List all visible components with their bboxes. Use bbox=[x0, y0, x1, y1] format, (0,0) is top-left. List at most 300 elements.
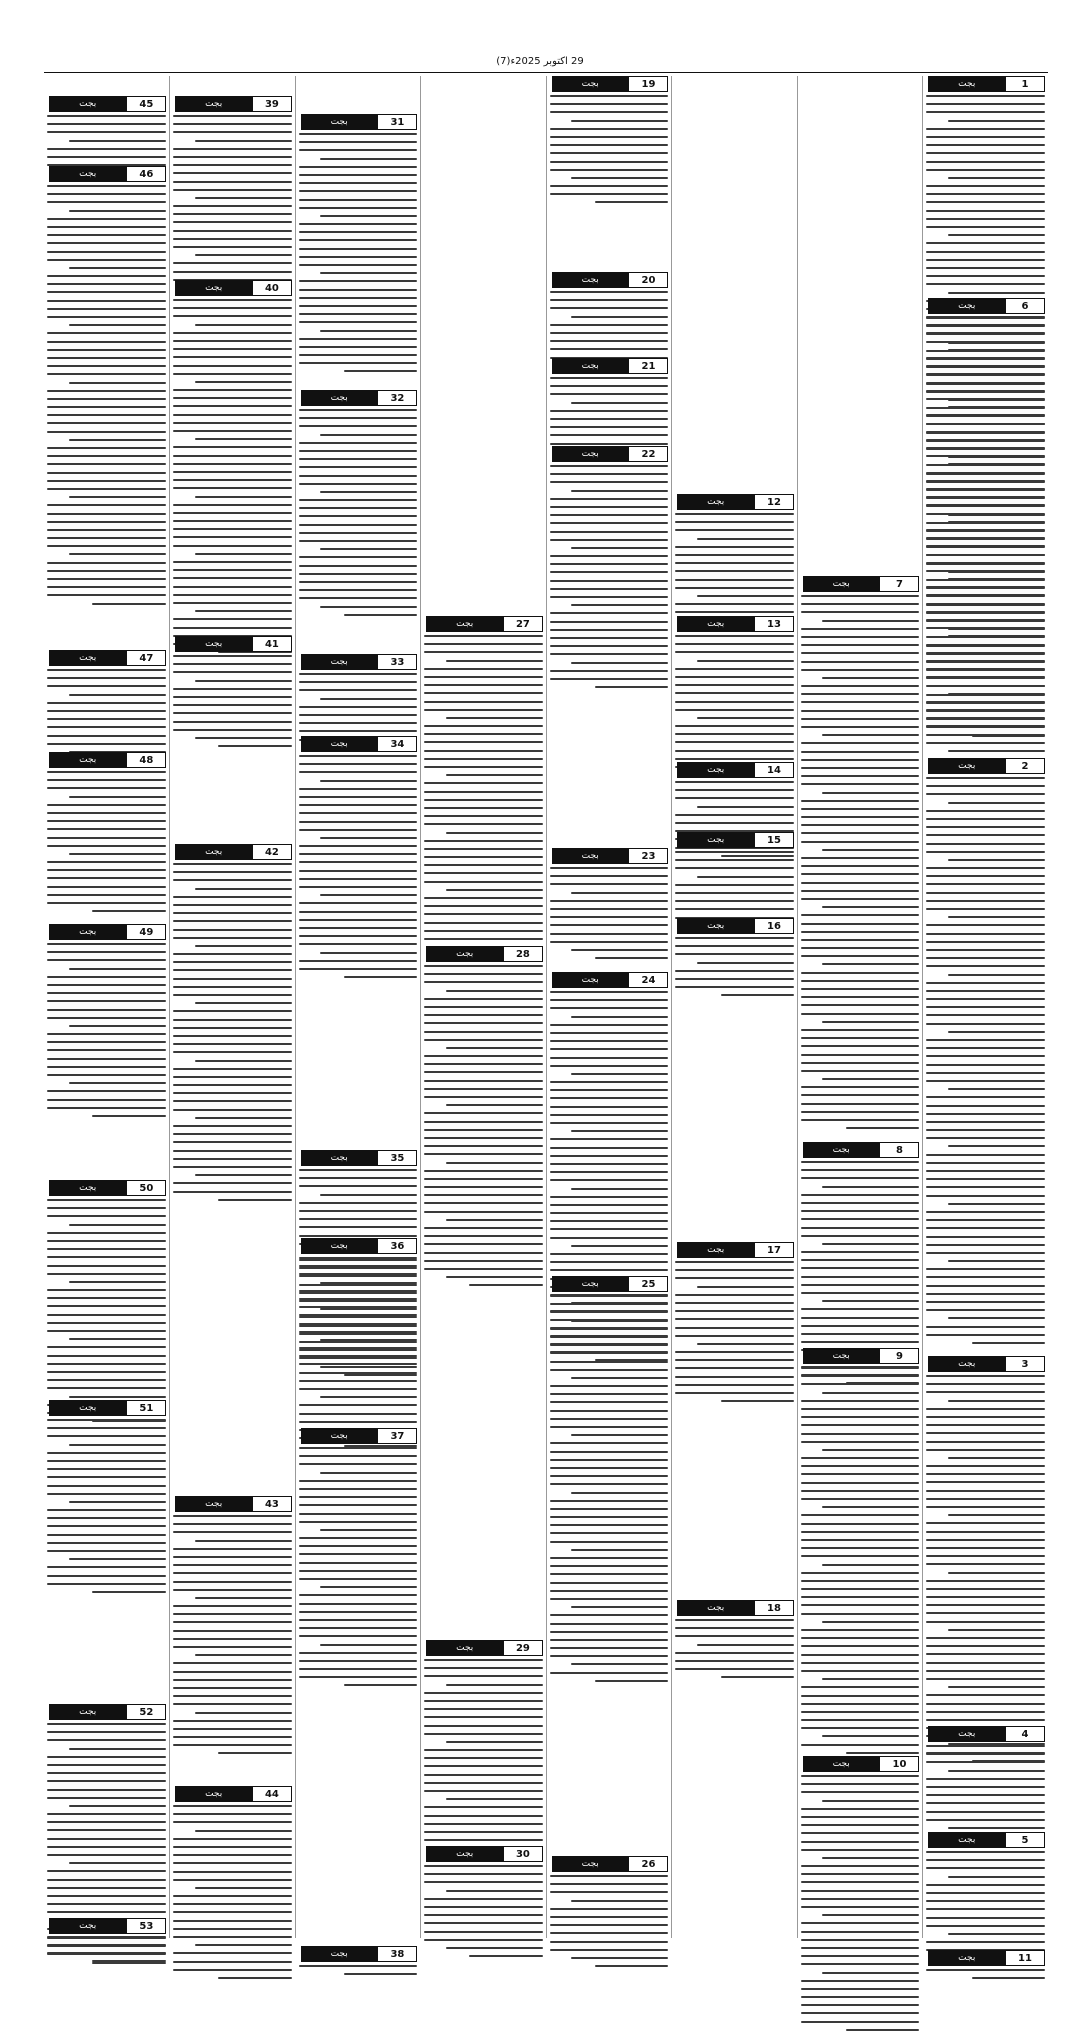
text-line bbox=[424, 1675, 543, 1677]
text-line bbox=[926, 218, 1045, 220]
text-line bbox=[948, 1770, 1045, 1772]
notice-header bbox=[801, 576, 920, 592]
text-line bbox=[550, 1467, 669, 1469]
text-line bbox=[550, 1228, 669, 1230]
text-line bbox=[173, 221, 292, 223]
notice-number: 18 bbox=[754, 1600, 794, 1616]
text-line bbox=[173, 1821, 292, 1823]
text-line bbox=[801, 972, 920, 974]
text-line bbox=[675, 643, 794, 645]
text-line bbox=[47, 1419, 166, 1421]
text-line bbox=[299, 1413, 418, 1415]
column-4 bbox=[546, 76, 672, 1938]
text-line bbox=[550, 555, 669, 557]
notice-number: 40 bbox=[252, 280, 292, 296]
text-line bbox=[424, 1790, 543, 1792]
text-line bbox=[424, 1733, 543, 1735]
notice-number: 50 bbox=[126, 1180, 166, 1196]
text-line bbox=[299, 556, 418, 558]
text-line bbox=[47, 1583, 166, 1585]
text-line bbox=[926, 1694, 1045, 1696]
text-line bbox=[697, 538, 794, 540]
notice-number: 12 bbox=[754, 494, 794, 510]
text-line bbox=[195, 496, 292, 498]
text-line bbox=[47, 1305, 166, 1307]
text-line bbox=[173, 340, 292, 342]
text-line bbox=[47, 735, 166, 737]
notice-body bbox=[801, 595, 920, 1129]
text-line bbox=[675, 635, 794, 637]
text-line bbox=[424, 1873, 543, 1875]
notice-entry bbox=[675, 1600, 794, 1685]
text-line bbox=[926, 432, 1045, 434]
text-line bbox=[801, 652, 920, 654]
text-line bbox=[173, 271, 292, 273]
text-line bbox=[320, 1282, 417, 1284]
text-line bbox=[47, 275, 166, 277]
notice-number: 28 bbox=[503, 946, 543, 962]
text-line bbox=[550, 324, 669, 326]
text-line bbox=[675, 814, 794, 816]
text-line bbox=[424, 791, 543, 793]
text-line bbox=[926, 1941, 1045, 1943]
text-line bbox=[47, 193, 166, 195]
text-line bbox=[675, 851, 794, 853]
text-line bbox=[926, 1006, 1045, 1008]
text-line bbox=[801, 1308, 920, 1310]
text-line bbox=[47, 685, 166, 687]
text-line bbox=[550, 185, 669, 187]
text-line bbox=[675, 1302, 794, 1304]
text-line bbox=[69, 1444, 167, 1446]
text-line bbox=[173, 397, 292, 399]
notice-number: 46 bbox=[126, 166, 166, 182]
notice-header bbox=[926, 1950, 1045, 1966]
text-line bbox=[675, 892, 794, 894]
text-line bbox=[822, 1078, 919, 1080]
notice-body bbox=[47, 669, 166, 761]
text-line bbox=[801, 1161, 920, 1163]
text-line bbox=[550, 161, 669, 163]
text-line bbox=[173, 1728, 292, 1730]
text-line bbox=[299, 796, 418, 798]
text-line bbox=[550, 571, 669, 573]
text-line bbox=[446, 1047, 543, 1049]
top-rule bbox=[44, 72, 1048, 73]
notice-label: بجت bbox=[426, 1846, 503, 1862]
text-line bbox=[299, 763, 418, 765]
text-line bbox=[47, 718, 166, 720]
text-line bbox=[801, 1637, 920, 1639]
text-line bbox=[47, 316, 166, 318]
text-line bbox=[801, 1424, 920, 1426]
text-line bbox=[173, 389, 292, 391]
text-line bbox=[47, 1346, 166, 1348]
text-line bbox=[424, 872, 543, 874]
text-line bbox=[926, 965, 1045, 967]
text-line bbox=[801, 1996, 920, 1998]
text-line bbox=[926, 1465, 1045, 1467]
text-line bbox=[550, 645, 669, 647]
text-line bbox=[926, 1786, 1045, 1788]
text-line bbox=[69, 1025, 167, 1027]
text-line bbox=[926, 933, 1045, 935]
text-line bbox=[173, 189, 292, 191]
notice-entry bbox=[299, 1428, 418, 1693]
text-line bbox=[47, 185, 166, 187]
text-line bbox=[675, 1660, 794, 1662]
text-line bbox=[801, 873, 920, 875]
text-line bbox=[47, 578, 166, 580]
text-line bbox=[550, 514, 669, 516]
text-line bbox=[47, 349, 166, 351]
text-line bbox=[47, 1517, 166, 1519]
text-line bbox=[801, 1210, 920, 1212]
text-line bbox=[47, 1058, 166, 1060]
text-line bbox=[822, 1857, 919, 1859]
notice-label: بجت bbox=[928, 76, 1005, 92]
text-line bbox=[424, 1692, 543, 1694]
text-line bbox=[801, 1980, 920, 1982]
text-line bbox=[299, 821, 418, 823]
text-line bbox=[801, 865, 920, 867]
text-line bbox=[801, 644, 920, 646]
text-line bbox=[550, 1040, 669, 1042]
text-line bbox=[550, 1097, 669, 1099]
text-line bbox=[926, 1309, 1045, 1311]
text-line bbox=[47, 1566, 166, 1568]
text-line bbox=[926, 1761, 1045, 1763]
notice-header bbox=[47, 924, 166, 940]
text-line bbox=[47, 521, 166, 523]
text-line bbox=[92, 603, 166, 605]
text-line bbox=[675, 513, 794, 515]
text-line bbox=[173, 729, 292, 731]
text-line bbox=[173, 405, 292, 407]
text-line bbox=[801, 693, 920, 695]
text-line bbox=[299, 853, 418, 855]
text-line bbox=[47, 1945, 166, 1947]
text-line bbox=[550, 1590, 669, 1592]
notice-entry bbox=[550, 358, 669, 459]
text-line bbox=[550, 1475, 669, 1477]
text-line bbox=[801, 1744, 920, 1746]
notice-body bbox=[299, 755, 418, 978]
text-line bbox=[550, 434, 669, 436]
text-line bbox=[92, 1591, 166, 1593]
text-line bbox=[801, 816, 920, 818]
text-line bbox=[675, 1376, 794, 1378]
text-line bbox=[926, 1670, 1045, 1672]
text-line bbox=[846, 1127, 919, 1129]
text-line bbox=[47, 1090, 166, 1092]
text-line bbox=[926, 834, 1045, 836]
text-line bbox=[173, 471, 292, 473]
text-line bbox=[550, 1295, 669, 1297]
text-line bbox=[926, 1653, 1045, 1655]
text-line bbox=[972, 735, 1045, 737]
notice-number: 42 bbox=[252, 844, 292, 860]
text-line bbox=[675, 758, 794, 760]
notice-entry bbox=[801, 1348, 920, 1760]
text-line bbox=[299, 1380, 418, 1382]
text-line bbox=[173, 594, 292, 596]
notice-header bbox=[675, 494, 794, 510]
text-line bbox=[948, 1400, 1045, 1402]
text-line bbox=[801, 1416, 920, 1418]
text-line bbox=[173, 1523, 292, 1525]
text-line bbox=[926, 949, 1045, 951]
text-line bbox=[675, 579, 794, 581]
text-line bbox=[822, 1914, 919, 1916]
text-line bbox=[47, 869, 166, 871]
text-line bbox=[424, 709, 543, 711]
text-line bbox=[173, 1035, 292, 1037]
text-line bbox=[926, 1753, 1045, 1755]
text-line bbox=[948, 342, 1045, 344]
text-line bbox=[801, 636, 920, 638]
text-line bbox=[424, 1749, 543, 1751]
text-line bbox=[173, 156, 292, 158]
notice-entry bbox=[173, 844, 292, 1207]
text-line bbox=[173, 1548, 292, 1550]
notice-header bbox=[47, 1918, 166, 1934]
text-line bbox=[801, 890, 920, 892]
notice-number: 52 bbox=[126, 1704, 166, 1720]
text-line bbox=[926, 1014, 1045, 1016]
text-line bbox=[173, 577, 292, 579]
notice-header bbox=[299, 736, 418, 752]
text-line bbox=[926, 1621, 1045, 1623]
text-line bbox=[173, 863, 292, 865]
text-line bbox=[550, 621, 669, 623]
notice-entry bbox=[173, 1496, 292, 1761]
text-line bbox=[550, 1122, 669, 1124]
text-line bbox=[47, 1452, 166, 1454]
text-line bbox=[299, 1594, 418, 1596]
text-line bbox=[822, 1506, 919, 1508]
text-line bbox=[926, 1506, 1045, 1508]
text-line bbox=[550, 1106, 669, 1108]
text-line bbox=[299, 1347, 418, 1349]
text-line bbox=[926, 193, 1045, 195]
text-line bbox=[571, 604, 668, 606]
text-line bbox=[299, 597, 418, 599]
notice-number: 25 bbox=[628, 1276, 668, 1292]
text-line bbox=[550, 1147, 669, 1149]
text-line bbox=[801, 1325, 920, 1327]
text-line bbox=[550, 1418, 669, 1420]
text-line bbox=[801, 1906, 920, 1908]
text-line bbox=[299, 755, 418, 757]
text-line bbox=[926, 604, 1045, 606]
notice-header bbox=[675, 832, 794, 848]
text-line bbox=[47, 1355, 166, 1357]
text-line bbox=[424, 1922, 543, 1924]
text-line bbox=[801, 1341, 920, 1343]
text-line bbox=[926, 489, 1045, 491]
notice-label: بجت bbox=[677, 918, 754, 934]
text-line bbox=[299, 1323, 418, 1325]
text-line bbox=[926, 924, 1045, 926]
text-line bbox=[69, 553, 167, 555]
text-line bbox=[47, 1911, 166, 1913]
text-line bbox=[801, 947, 920, 949]
text-line bbox=[173, 463, 292, 465]
text-line bbox=[550, 307, 669, 309]
text-line bbox=[550, 1179, 669, 1181]
text-line bbox=[47, 820, 166, 822]
text-line bbox=[47, 1772, 166, 1774]
text-line bbox=[571, 1245, 668, 1247]
text-line bbox=[173, 1100, 292, 1102]
text-line bbox=[299, 248, 418, 250]
text-line bbox=[675, 1668, 794, 1670]
text-line bbox=[822, 906, 919, 908]
notice-number: 51 bbox=[126, 1400, 166, 1416]
notice-label: بجت bbox=[928, 1356, 1005, 1372]
text-line bbox=[173, 1679, 292, 1681]
text-line bbox=[721, 994, 794, 996]
text-line bbox=[801, 1457, 920, 1459]
text-line bbox=[550, 612, 669, 614]
notice-number: 4 bbox=[1005, 1726, 1045, 1742]
text-line bbox=[424, 651, 543, 653]
notice-body bbox=[47, 1199, 166, 1422]
text-line bbox=[47, 341, 166, 343]
text-line bbox=[173, 1671, 292, 1673]
text-line bbox=[299, 1635, 418, 1637]
text-line bbox=[550, 1508, 669, 1510]
text-line bbox=[299, 1488, 418, 1490]
text-line bbox=[801, 1613, 920, 1615]
text-line bbox=[299, 166, 418, 168]
text-line bbox=[926, 1211, 1045, 1213]
text-line bbox=[299, 483, 418, 485]
text-line bbox=[550, 924, 669, 926]
text-line bbox=[173, 569, 292, 571]
text-line bbox=[424, 930, 543, 932]
text-line bbox=[173, 455, 292, 457]
text-line bbox=[675, 701, 794, 703]
text-line bbox=[173, 1928, 292, 1930]
text-line bbox=[195, 140, 292, 142]
text-line bbox=[550, 443, 669, 445]
text-line bbox=[550, 1269, 669, 1271]
text-line bbox=[320, 491, 417, 493]
text-line bbox=[926, 702, 1045, 704]
text-line bbox=[47, 1314, 166, 1316]
text-line bbox=[299, 305, 418, 307]
notice-header bbox=[424, 1846, 543, 1862]
text-line bbox=[550, 498, 669, 500]
text-line bbox=[446, 832, 543, 834]
text-line bbox=[424, 1178, 543, 1180]
text-line bbox=[926, 1219, 1045, 1221]
text-line bbox=[571, 490, 668, 492]
text-line bbox=[173, 994, 292, 996]
text-line bbox=[424, 905, 543, 907]
text-line bbox=[47, 877, 166, 879]
notice-number: 39 bbox=[252, 96, 292, 112]
text-line bbox=[47, 902, 166, 904]
notice-number: 5 bbox=[1005, 1832, 1045, 1848]
text-line bbox=[299, 565, 418, 567]
notice-body bbox=[173, 1515, 292, 1754]
text-line bbox=[926, 1072, 1045, 1074]
text-line bbox=[550, 136, 669, 138]
text-line bbox=[675, 1261, 794, 1263]
text-line bbox=[47, 357, 166, 359]
text-line bbox=[675, 554, 794, 556]
text-line bbox=[801, 1832, 920, 1834]
text-line bbox=[47, 1731, 166, 1733]
text-line bbox=[550, 332, 669, 334]
notice-body bbox=[926, 1969, 1045, 1979]
text-line bbox=[299, 1611, 418, 1613]
text-line bbox=[69, 439, 167, 441]
text-line bbox=[47, 398, 166, 400]
text-line bbox=[47, 702, 166, 704]
text-line bbox=[299, 1388, 418, 1390]
text-line bbox=[424, 1063, 543, 1065]
text-line bbox=[926, 283, 1045, 285]
text-line bbox=[173, 937, 292, 939]
notice-number: 24 bbox=[628, 972, 668, 988]
notice-number: 15 bbox=[754, 832, 794, 848]
text-line bbox=[424, 1112, 543, 1114]
text-line bbox=[550, 152, 669, 154]
text-line bbox=[69, 853, 167, 855]
notice-number: 37 bbox=[377, 1428, 417, 1444]
text-line bbox=[550, 522, 669, 524]
text-line bbox=[47, 1476, 166, 1478]
text-line bbox=[801, 1539, 920, 1541]
text-line bbox=[47, 1534, 166, 1536]
text-line bbox=[173, 1010, 292, 1012]
text-line bbox=[299, 354, 418, 356]
text-line bbox=[550, 1089, 669, 1091]
text-line bbox=[47, 1273, 166, 1275]
text-line bbox=[299, 681, 418, 683]
text-line bbox=[424, 1765, 543, 1767]
text-line bbox=[299, 722, 418, 724]
text-line bbox=[424, 1039, 543, 1041]
text-line bbox=[948, 1203, 1045, 1205]
text-line bbox=[675, 1351, 794, 1353]
text-line bbox=[926, 1276, 1045, 1278]
notice-number: 2 bbox=[1005, 758, 1045, 774]
text-line bbox=[801, 718, 920, 720]
text-line bbox=[299, 1169, 418, 1171]
text-line bbox=[926, 1432, 1045, 1434]
text-line bbox=[424, 938, 543, 940]
text-line bbox=[926, 1900, 1045, 1902]
text-line bbox=[926, 1285, 1045, 1287]
text-line bbox=[173, 430, 292, 432]
notice-label: بجت bbox=[301, 654, 378, 670]
text-line bbox=[195, 1117, 292, 1119]
text-line bbox=[173, 115, 292, 117]
text-line bbox=[675, 937, 794, 939]
text-line bbox=[424, 1153, 543, 1155]
text-line bbox=[550, 900, 669, 902]
text-line bbox=[550, 916, 669, 918]
text-line bbox=[47, 123, 166, 125]
text-line bbox=[926, 1449, 1045, 1451]
text-line bbox=[801, 1775, 920, 1777]
notice-label: بجت bbox=[677, 762, 754, 778]
